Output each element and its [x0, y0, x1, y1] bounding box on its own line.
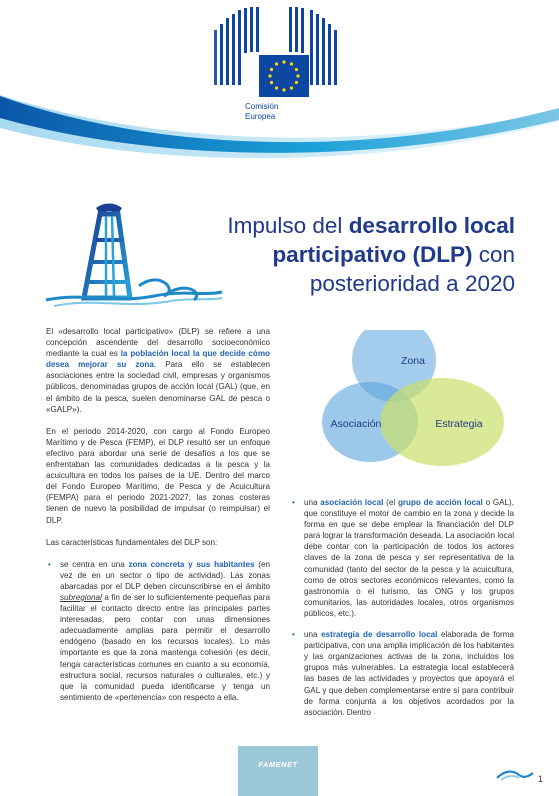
eu-flag-icon: [259, 55, 309, 97]
footer-brand: FAMENET: [258, 760, 298, 769]
left-column: [46, 326, 270, 713]
context-paragraph: En el periodo 2014-2020, con cargo al Fondo Europeo Marítimo y de Pesca (FEMP), el DLP resultó ser un enfoque efectivo para abordar una serie de desafíos a los que se enfrentaban las comunidades dedicadas a la pesca y la acuicultura en todos los países de la UE. Dentro del marco del Fondo Europeo Marítimo, de Pesca y de Acuicultura (FEMPA) para el periodo 2021-2027, las zonas costeras tienen de nuevo la posibilidad de impulsar (o reimpulsar) el DLP.: [46, 426, 270, 525]
list-item-estrategia: • una estrategia de desarrollo local elaborada de forma participativa, con una amplia implicación de los habitantes y las organizaciones activas de la zona, incluidos los grupos más vulnerables. La estrategia local establecerá las bases de las actividades y proyectos que apoyará el GAL y que deben complementarse entre sí para contribuir de forma conjunta a los objetivos acordados por la asociación. Dentro: [290, 629, 514, 718]
page-title: Impulso del desarrollo local participativo (DLP) con posterioridad a 2020: [227, 213, 515, 297]
venn-label-zona: Zona: [401, 355, 425, 367]
wave-logo-icon: [495, 766, 535, 782]
venn-label-asociacion: Asociación: [330, 418, 382, 430]
commission-logo-text: [245, 102, 278, 121]
org-line-2: Europea: [245, 111, 276, 121]
header-banner: [0, 0, 559, 165]
venn-diagram: [322, 330, 512, 470]
list-item-zona: • se centra en una zona concreta y sus habitantes (en vez de en un sector o tipo de actividad). Las zonas abarcadas por el DLP deben circunscribirse en el ámbito subregional a fin de ser lo suficientemente pequeñas para facilitar el contacto directo entre las principales partes interesadas, pero contar con unas dimensiones adecuadamente amplias para permitir el desarrollo endógeno (basado en los recursos locales). Lo más importante es que la zona mantenga cohesión (es decir, tenga características comunes en cuanto a su economía, estructura social, recursos naturales o culturales, etc.) y que la comunidad pueda identificarse y tenga un sentimiento de «pertenencia» con respecto a ella.: [46, 559, 270, 703]
venn-label-estrategia: Estrategia: [435, 418, 483, 430]
org-line-1: Comisión: [245, 102, 279, 111]
footer-tab: [238, 746, 318, 796]
page-number: 1: [538, 774, 544, 784]
features-intro: Las características fundamentales del DLP son:: [46, 537, 218, 547]
intro-paragraph: El «desarrollo local participativo» (DLP) se refiere a una concepción ascendente del desarrollo socioeconómico mediante la cual es la población local la que decide cómo desea mejorar su zona. Para ello se establecen asociaciones entre la sociedad civil, empresas y organismos públicos, denominadas grupos de acción local (GAL) (que, en el ámbito de la pesca, suelen denominarse GAL de pesca o «GALP»).: [46, 327, 270, 414]
right-column: [290, 497, 514, 728]
list-item-asociacion: • una asociación local (el grupo de acción local o GAL), que constituye el motor de cambio en la zona y decide la forma en que se debe emplear la financiación del DLP para lograr la transformación deseada. La asociación local debe contar con la participación de todos los actores claves de la zona de pesca y ser representativa de la comunidad (tanto del sector de la pesca y la acuicultura, como de otros sectores económicos relevantes, como la gastronomía o el turismo, las ONG y los grupos comunitarios, las autoridades locales, otros organismos públicos, etc.).: [290, 497, 514, 619]
